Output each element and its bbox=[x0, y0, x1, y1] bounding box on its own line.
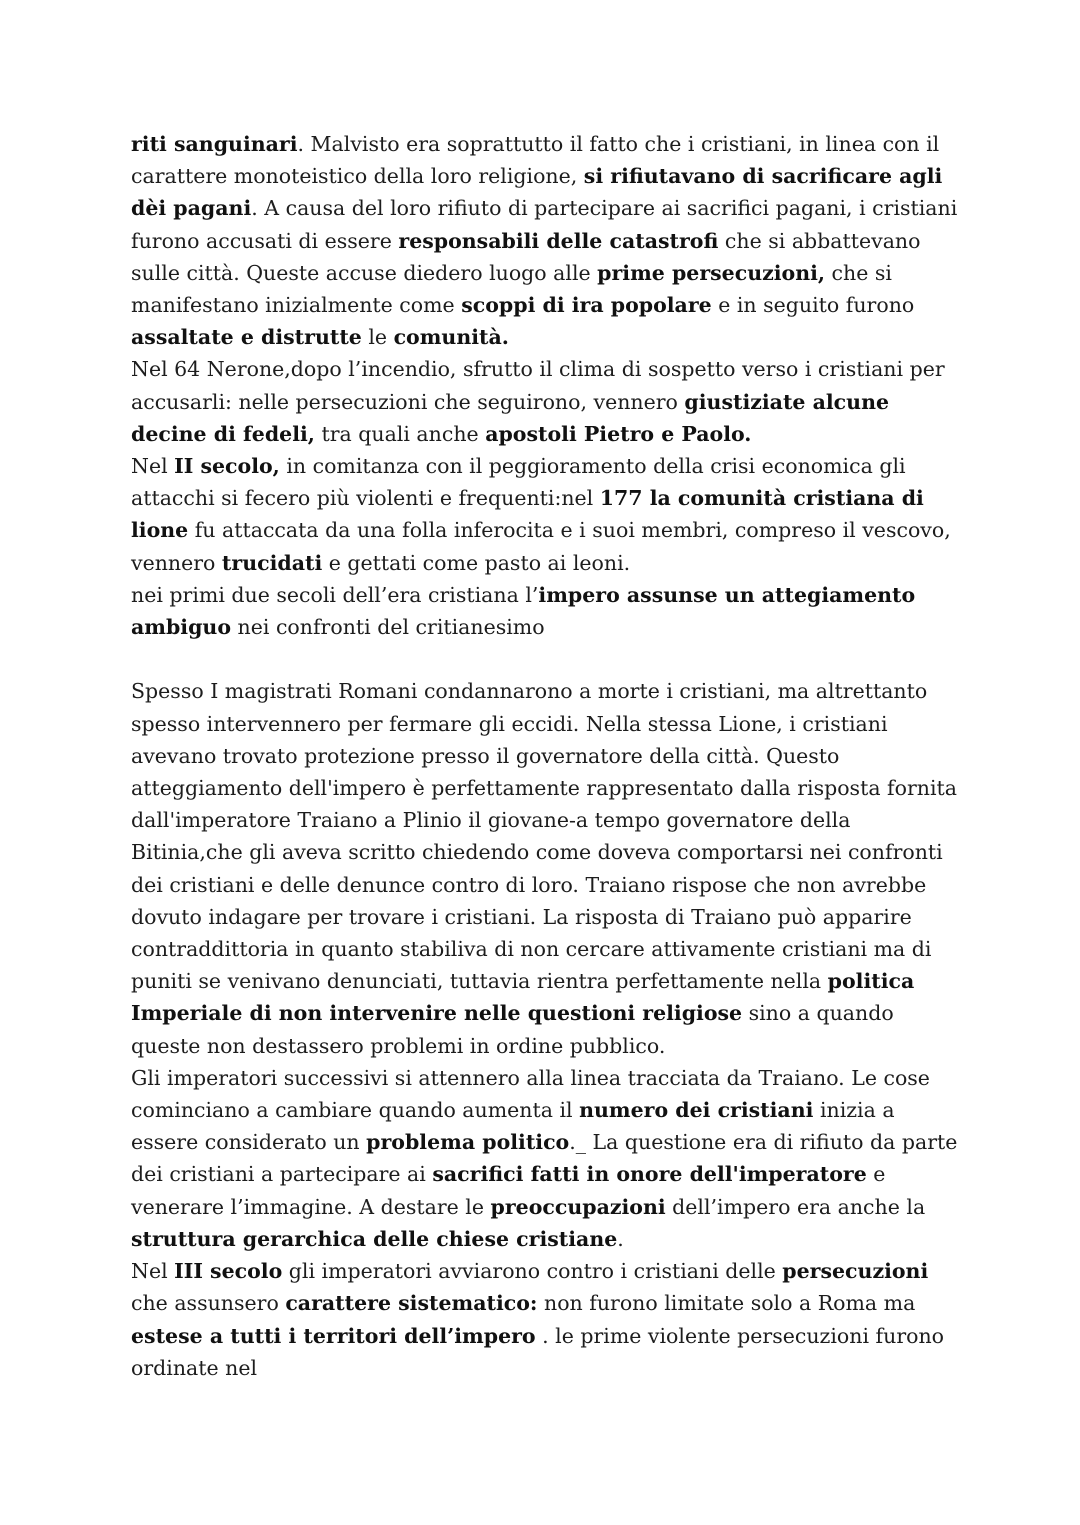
text-run: inizia a essere considerato un bbox=[131, 1098, 895, 1155]
text-run: . bbox=[617, 1226, 624, 1251]
bold-text: carattere sistematico: bbox=[285, 1291, 538, 1316]
bold-text: scoppi di ira popolare bbox=[461, 293, 712, 318]
paragraph-p5 bbox=[131, 675, 961, 1061]
bold-text: sacrifici fatti in onore dell'imperatore bbox=[432, 1162, 867, 1187]
paragraph-p4 bbox=[131, 579, 961, 643]
text-run: in comitanza con il peggioramento della crisi economica gli attacchi si fecero più violenti e frequenti:nel bbox=[131, 454, 906, 511]
bold-text: impero assunse un attegiamento ambiguo bbox=[131, 582, 916, 640]
text-run: fu attaccata da una folla inferocita e i suoi membri, compreso il vescovo, vennero bbox=[131, 518, 951, 575]
paragraph-spacer bbox=[131, 643, 961, 675]
text-run: dell’impero era anche la bbox=[665, 1194, 926, 1219]
text-run: Nel bbox=[131, 454, 175, 479]
bold-text: struttura gerarchica delle chiese cristiane bbox=[131, 1226, 618, 1251]
text-run: tra quali anche bbox=[314, 421, 486, 446]
bold-text: politica Imperiale di non intervenire nelle questioni religiose bbox=[131, 969, 915, 1026]
text-run: non furono limitate solo a Roma ma bbox=[537, 1291, 916, 1316]
bold-text: si rifiutavano di sacrificare agli dèi pagani bbox=[131, 164, 943, 221]
paragraph-p2 bbox=[131, 353, 961, 450]
text-run: nei confronti del critianesimo bbox=[231, 615, 545, 640]
text-run: e venerare l’immagine. A destare le bbox=[131, 1162, 886, 1219]
bold-text: comunità. bbox=[393, 325, 509, 350]
paragraph-p6 bbox=[131, 1062, 961, 1255]
text-run: nei primi due secoli dell’era cristiana l’ bbox=[131, 582, 539, 607]
bold-text: problema politico bbox=[366, 1130, 570, 1155]
bold-text: assaltate e distrutte bbox=[131, 325, 362, 350]
document-body bbox=[131, 128, 961, 1384]
text-run: che si manifestano inizialmente come bbox=[131, 260, 892, 318]
bold-text: numero dei cristiani bbox=[579, 1098, 814, 1123]
bold-text: III secolo bbox=[174, 1259, 283, 1284]
text-run: ._ La questione era di rifiuto da parte dei cristiani a partecipare ai bbox=[131, 1130, 958, 1187]
bold-text: prime persecuzioni, bbox=[597, 260, 826, 285]
bold-text: persecuzioni bbox=[782, 1259, 929, 1284]
text-run: . Malvisto era soprattutto il fatto che i cristiani, in linea con il carattere monoteistico della loro religione, bbox=[131, 132, 940, 189]
bold-text: riti sanguinari bbox=[131, 132, 298, 156]
text-run: gli imperatori avviarono contro i cristiani delle bbox=[282, 1259, 783, 1284]
text-run: . le prime violente persecuzioni furono ordinate nel bbox=[131, 1323, 945, 1380]
text-run: e gettati come pasto ai leoni. bbox=[322, 550, 631, 575]
text-run: Spesso I magistrati Romani condannarono a morte i cristiani, ma altrettanto spesso intervennero per fermare gli eccidi. Nella stessa Lione, i cristiani avevano trovato protezione presso il governatore della città. Questo atteggiamento dell'impero è perfettamente rappresentato dalla risposta fornita dall'imperatore Traiano a Plinio il giovane-a tempo governatore della Bitinia,che gli aveva scritto chiedendo come doveva comportarsi nei confronti dei cristiani e delle denunce contro di loro. Traiano rispose che non avrebbe dovuto indagare per trovare i cristiani. La risposta di Traiano può apparire contraddittoria in quanto stabiliva di non cercare attivamente cristiani ma di puniti se venivano denunciati, tuttavia rientra perfettamente nella bbox=[131, 679, 958, 994]
text-run: . A causa del loro rifiuto di partecipare ai sacrifici pagani, i cristiani furono accusati di essere bbox=[131, 196, 958, 253]
text-run: sino a quando queste non destassero problemi in ordine pubblico. bbox=[131, 1001, 894, 1058]
bold-text: estese a tutti i territori dell’impero bbox=[131, 1323, 536, 1348]
text-run: Gli imperatori successivi si attennero alla linea tracciata da Traiano. Le cose cominciano a cambiare quando aumenta il bbox=[131, 1065, 930, 1123]
paragraph-p3 bbox=[131, 450, 961, 579]
text-run: Nel bbox=[131, 1259, 175, 1284]
bold-text: preoccupazioni bbox=[490, 1194, 666, 1219]
bold-text: 177 la comunità cristiana di lione bbox=[131, 486, 924, 543]
paragraph-p7 bbox=[131, 1255, 961, 1384]
text-run: che assunsero bbox=[131, 1291, 286, 1316]
paragraph-p1 bbox=[131, 128, 961, 353]
bold-text: trucidati bbox=[221, 550, 323, 575]
bold-text: apostoli Pietro e Paolo. bbox=[485, 421, 752, 446]
bold-text: giustiziate alcune decine di fedeli, bbox=[131, 389, 890, 446]
bold-text: II secolo, bbox=[174, 454, 280, 479]
text-run: Nel 64 Nerone,dopo l’incendio, sfrutto il clima di sospetto verso i cristiani per accusarli: nelle persecuzioni che seguirono, vennero bbox=[131, 357, 945, 414]
text-run: e in seguito furono bbox=[711, 293, 915, 318]
text-run: le bbox=[361, 325, 394, 350]
bold-text: responsabili delle catastrofi bbox=[398, 228, 719, 253]
text-run: che si abbattevano sulle città. Queste accuse diedero luogo alle bbox=[131, 228, 921, 285]
